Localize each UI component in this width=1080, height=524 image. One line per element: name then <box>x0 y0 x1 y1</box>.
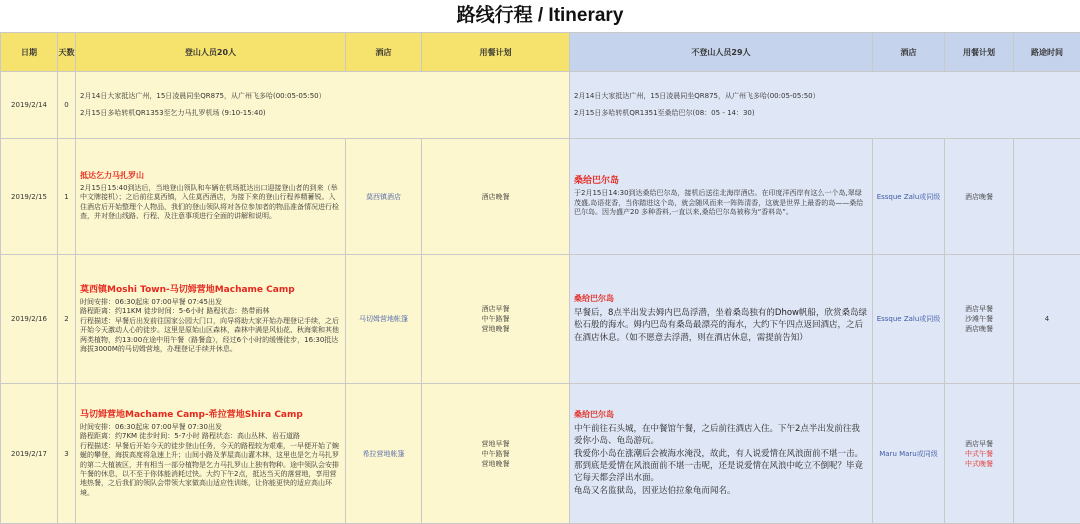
meal-item: 酒店早餐 <box>945 304 1013 314</box>
day-cell: 0 <box>58 72 76 139</box>
climb-description: 时间安排：06:30起床 07:00早餐 07:30出发 路程距离：约7KM 徒步时间：5-7小时 路程状态：高山丛林、岩石道路 行程描述：早餐后开始今天的徒步登山任务，今天的路程较为艰难，一早便开始了蜿蜒的攀登，海拔高度将急速上升；山间小路及茅屋高山灌木林，这里也是乞力马扎罗的第二大植被区，并有相当一部分植物是乞力马扎罗山上独有物种。途中领队会安排午餐的休息，以不至于你体能消耗过快。大约下午2点，抵达当天的落营地，享用营地热餐，之后我们的领队会带领大家做高山适应性训练，让你能更快的适应高山环境。 <box>80 423 341 499</box>
header-climb: 登山人员20人 <box>76 33 346 72</box>
meal-cell <box>422 255 570 384</box>
meal-item: 中午路餐 <box>422 449 569 459</box>
header-hotel-nonclimb: 酒店 <box>873 33 945 72</box>
date-cell: 2019/2/17 <box>1 384 58 524</box>
meal-cell <box>422 384 570 524</box>
climb-line: 2月14日大家抵达广州，15日凌晨同坐QR875，从广州飞多哈(00:05-05:50） <box>80 92 565 101</box>
nonclimb-description: 于2月15日14:30到达桑给巴尔岛，接机后送往北海岸酒店。在印度洋西岸有这么一个岛,翠绿茂盛,岛语花香，当你踏进这个岛，就会随风而来一阵阵清香，这就是世界上最香的岛——桑给巴尔岛。因为盛产20 多种香料,一直以来,桑给巴尔岛被称为“香料岛”。 <box>574 189 868 217</box>
climb-plan-cell <box>76 384 346 524</box>
travel-time-cell: 4 <box>1014 255 1080 384</box>
travel-time-cell <box>1014 139 1080 255</box>
nonclimb-line: 2月15日多哈转机QR1351至桑给巴尔(08：05 - 14：30) <box>574 109 1076 118</box>
climb-plan-cell <box>76 139 346 255</box>
meal-item: 中午路餐 <box>422 314 569 324</box>
day-cell: 3 <box>58 384 76 524</box>
climb-plan-cell <box>76 72 570 139</box>
climb-description: 时间安排：06:30起床 07:00早餐 07:45出发 路程距离：约11KM 徒步时间：5-6小时 路程状态：热带雨林 行程描述：早餐后出发前往国家公园大门口，向导将助大家开始办理登记手续，之后开始今天激动人心的徒步。这里是原始山区森林，森林中满是风仙花、秋海棠和其他两类植物，约13:00在途中用午餐（路餐盒），经过6个小时的缓慢徒步，16:30抵达海拔3000M的马切姆营地，办理登记手续并休息。 <box>80 298 341 355</box>
meal-item: 沙滩午餐 <box>945 314 1013 324</box>
header-travel-time: 路途时间 <box>1014 33 1080 72</box>
day-cell: 1 <box>58 139 76 255</box>
meal-item: 中式午餐 <box>945 449 1013 459</box>
itinerary-table <box>0 32 1080 524</box>
header-date: 日期 <box>1 33 58 72</box>
meal-cell <box>945 255 1014 384</box>
hotel-cell: 马切姆营地帐篷 <box>346 255 422 384</box>
nonclimb-description: 早餐后，8点半出发去姆内巴岛浮潜，坐着桑岛独有的Dhow帆船，欣赏桑岛绿松石般的海水。姆内巴岛有桑岛最漂亮的海水，大约下午四点返回酒店，之后在酒店休息。（如不愿意去浮潜，则在酒店休息，需提前告知） <box>574 307 868 344</box>
day-cell: 2 <box>58 255 76 384</box>
date-cell: 2019/2/16 <box>1 255 58 384</box>
table-row <box>1 384 1080 524</box>
nonclimb-title: 桑给巴尔岛 <box>574 294 868 305</box>
meal-item: 营地晚餐 <box>422 459 569 469</box>
nonclimb-title: 桑给巴尔岛 <box>574 175 868 187</box>
meal-cell <box>422 139 570 255</box>
header-row <box>1 33 1080 72</box>
header-meal-nonclimb: 用餐计划 <box>945 33 1014 72</box>
meal-item: 酒店晚餐 <box>945 192 1013 202</box>
meal-item: 中式晚餐 <box>945 459 1013 469</box>
climb-description: 2月15日15:40到达后，当地登山领队和车辆在机场抵达出口迎接登山者的到来（举中文牌接机）；之后前往莫西镇，入住莫西酒店，为接下来的登山行程养精蓄锐。入住酒店后开始整理个人物品，我们的登山领队将对各位参加者的物品准备情况进行检查，并对登山线路、行程、及注意事项进行全面的讲解和说明。 <box>80 184 341 222</box>
meal-item: 营地晚餐 <box>422 324 569 334</box>
meal-item: 酒店晚餐 <box>422 192 569 202</box>
date-cell: 2019/2/15 <box>1 139 58 255</box>
meal-item: 酒店早餐 <box>422 304 569 314</box>
nonclimb-plan-cell <box>570 384 873 524</box>
meal-cell <box>945 384 1014 524</box>
meal-item: 酒店早餐 <box>945 439 1013 449</box>
header-hotel-climb: 酒店 <box>346 33 422 72</box>
hotel-cell: 希拉营地帐篷 <box>346 384 422 524</box>
page-title: 路线行程 / Itinerary <box>0 0 1080 32</box>
climb-line: 2月15日多哈转机QR1353至乞力马扎罗机场 (9:10-15:40) <box>80 109 565 118</box>
hotel-cell: 莫西镇酒店 <box>346 139 422 255</box>
climb-title: 抵达乞力马扎罗山 <box>80 171 341 182</box>
climb-plan-cell <box>76 255 346 384</box>
hotel-cell: Essque Zalu或同级 <box>873 139 945 255</box>
nonclimb-description: 中午前往石头城，在中餐馆午餐，之后前往酒店入住。下午2点半出发前往我爱你小岛、龟岛游玩。 我爱你小岛在涨潮后会被海水淹没，故此，有人说爱情在风浪面前不堪一击。那到底是爱情在风浪面前不堪一击呢，还是说爱情在风浪中屹立不倒呢？毕竟它每天都会浮出水面。 龟岛又名监狱岛，因亚达伯拉象龟而闻名。 <box>574 423 868 497</box>
nonclimb-plan-cell <box>570 72 1080 139</box>
table-row <box>1 139 1080 255</box>
table-row <box>1 72 1080 139</box>
header-meal-climb: 用餐计划 <box>422 33 570 72</box>
climb-title: 马切姆营地Machame Camp-希拉营地Shira Camp <box>80 409 341 421</box>
nonclimb-line: 2月14日大家抵达广州，15日凌晨同坐QR875，从广州飞多哈(00:05-05:50） <box>574 92 1076 101</box>
header-nonclimb: 不登山人员29人 <box>570 33 873 72</box>
nonclimb-title: 桑给巴尔岛 <box>574 410 868 421</box>
travel-time-cell <box>1014 384 1080 524</box>
nonclimb-plan-cell <box>570 255 873 384</box>
climb-title: 莫西镇Moshi Town-马切姆营地Machame Camp <box>80 284 341 296</box>
meal-item: 营地早餐 <box>422 439 569 449</box>
meal-item: 酒店晚餐 <box>945 324 1013 334</box>
meal-cell <box>945 139 1014 255</box>
nonclimb-plan-cell <box>570 139 873 255</box>
hotel-cell: Essque Zalu或同级 <box>873 255 945 384</box>
date-cell: 2019/2/14 <box>1 72 58 139</box>
header-days: 天数 <box>58 33 76 72</box>
hotel-cell: Maru Maru或同级 <box>873 384 945 524</box>
table-row <box>1 255 1080 384</box>
